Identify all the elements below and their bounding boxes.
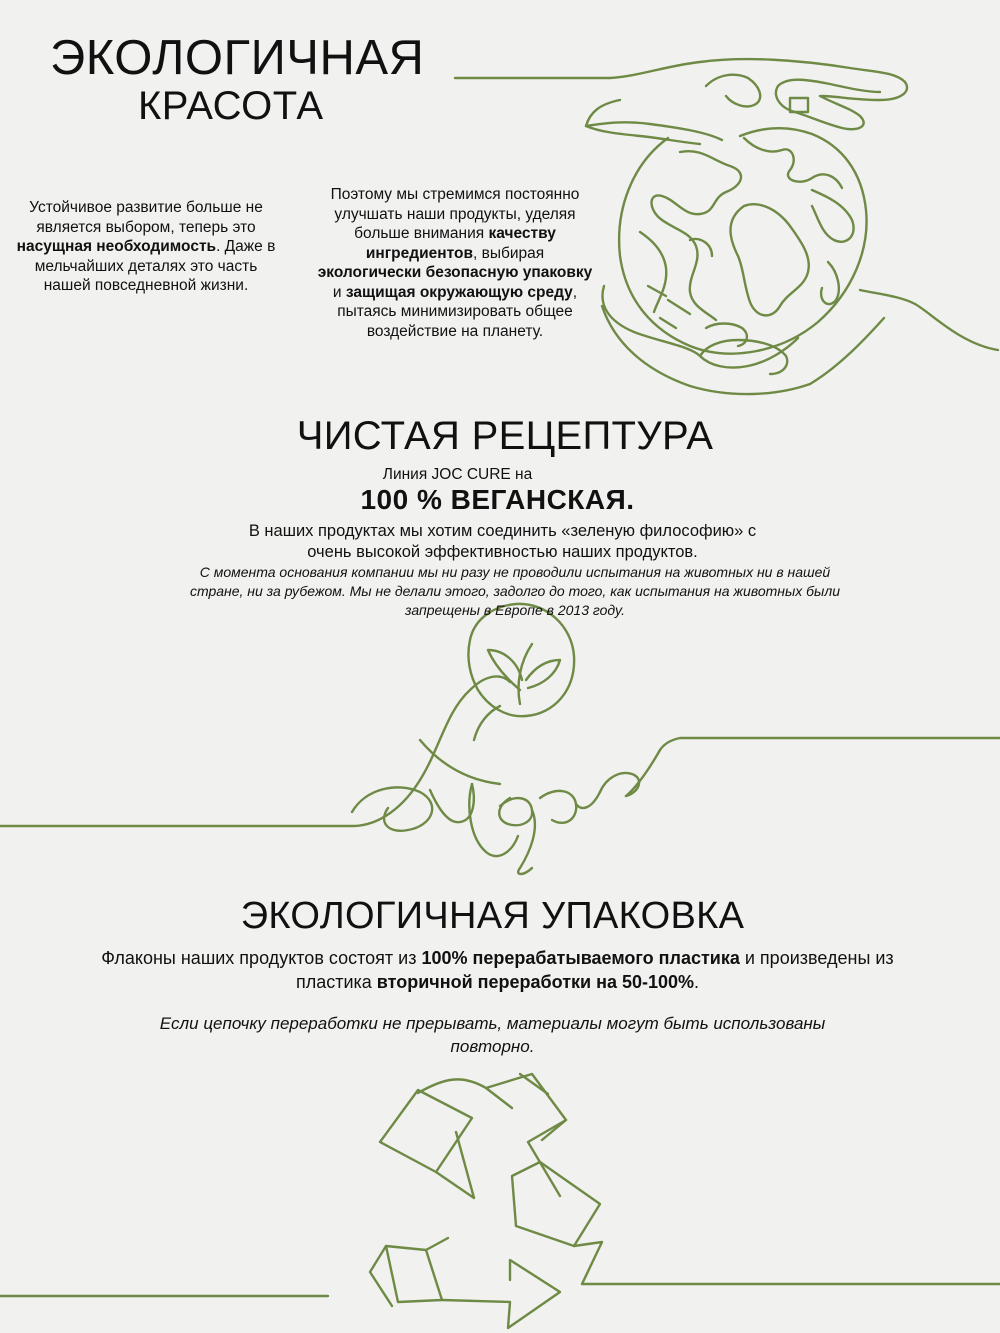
text-run: . Даже в мельчайших деталях это часть нашей повседневной жизни. [34,238,276,294]
bold-text: насущная необходимость [16,238,217,255]
packaging-description [100,946,895,994]
recipe-note: С момента основания компании мы ни разу не проводили испытания на животных ни в нашей стране, ни за рубежом. Мы не делали этого, задолго до того, как испытания на животных были запрещены в Европе в 2013 году. [189,564,841,618]
packaging-note: Если цепочку переработки не прерывать, материалы могут быть использованы повторно. [159,1014,826,1056]
text-run: . [694,972,700,992]
intro-paragraph-right [316,185,594,341]
bold-text: защищая окружающую среду [345,283,573,301]
bold-text: качеству ингредиентов [365,225,556,262]
bold-text: 100% перерабатываемого пластика [421,948,740,968]
vegan-leaf-icon [0,604,1000,874]
recipe-line-label: Линия JOC CURE на [382,466,533,483]
intro-paragraph-left [14,198,278,296]
section-title-packaging: ЭКОЛОГИЧНАЯ УПАКОВКА [240,895,745,937]
recipe-description: В наших продуктах мы хотим соединить «зеленую философию» с очень высокой эффективностью наших продуктов. [248,522,757,561]
bold-text: экологически безопасную упаковку [317,264,593,281]
text-run: и [332,283,346,301]
section-title-recipe: ЧИСТАЯ РЕЦЕПТУРА [296,414,714,458]
vegan-claim: 100 % ВЕГАНСКАЯ. [360,484,635,515]
text-run: Устойчивое развитие больше не является выбором, теперь это [29,199,263,236]
text-run: и произведены из пластика [295,948,894,992]
text-run: Поэтому мы стремимся постоянно улучшать наши продукты, уделяя больше внимания [330,186,580,242]
page-subtitle: КРАСОТА [138,84,324,128]
bold-text: вторичной переработки на 50-100% [376,972,695,992]
text-run: Флаконы наших продуктов состоят из [101,948,422,968]
text-run: , выбирая [473,244,545,262]
recycle-icon [0,1074,1000,1328]
page-title: ЭКОЛОГИЧНАЯ [50,31,425,85]
text-run: , пытаясь минимизировать общее воздействие на планету. [337,283,578,340]
